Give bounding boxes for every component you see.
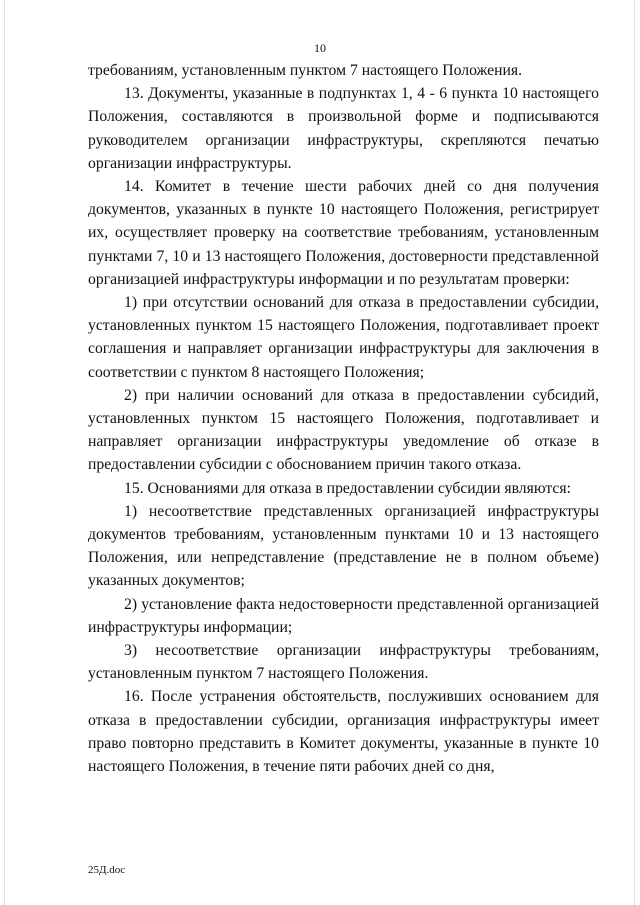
paragraph-14: 14. Комитет в течение шести рабочих дней со дня получения документов, указанных в пункте 10 настоящего Положения, регистрирует их, осуществляет проверку на соответствие требованиям, установленным пунктами 7, 10 и 13 настоящего Положения, достоверности представленной организацией инфраструктуры информации и по результатам проверки: (88, 178, 599, 288)
paragraph-16: 16. После устранения обстоятельств, послуживших основанием для отказа в предоставлении субсидии, организация инфраструктуры имеет право повторно представить в Комитет документы, указанные в пункте 10 настоящего Положения, в течение пяти рабочих дней со дня, (88, 688, 599, 776)
document-body (88, 59, 599, 778)
paragraph-14-item-2: 2) при наличии оснований для отказа в предоставлении субсидий, установленных пунктом 15 настоящего Положения, подготавливает и направляет организации инфраструктуры уведомление об отказе в предоставлении субсидии с обоснованием причин такого отказа. (88, 386, 599, 474)
paragraph-13: 13. Документы, указанные в подпунктах 1, 4 - 6 пункта 10 настоящего Положения, составляются в произвольной форме и подписываются руководителем организации инфраструктуры, скрепляются печатью организации инфраструктуры. (88, 85, 599, 172)
scan-edge-right (634, 0, 635, 905)
paragraph-15: 15. Основаниями для отказа в предоставлении субсидии являются: (124, 479, 571, 497)
file-name-footer: 25Д.doc (88, 864, 126, 876)
page-number: 10 (314, 41, 326, 55)
paragraph-15-item-2: 2) установление факта недостоверности представленной организацией инфраструктуры информации; (88, 595, 599, 636)
paragraph-14-item-1: 1) при отсутствии оснований для отказа в предоставлении субсидии, установленных пунктом 15 настоящего Положения, подготавливает проект соглашения и направляет организации инфраструктуры для заключения в соответствии с пунктом 8 настоящего Положения; (88, 294, 599, 381)
paragraph-15-item-1: 1) несоответствие представленных организацией инфраструктуры документов требованиям, установленным пунктами 10 и 13 настоящего Положения, или непредставление (представление не в полном объеме) указанных документов; (88, 502, 599, 590)
paragraph-continuation: требованиям, установленным пунктом 7 настоящего Положения. (88, 62, 523, 79)
scan-edge-left (4, 0, 5, 905)
paragraph-15-item-3: 3) несоответствие организации инфраструктуры требованиям, установленным пунктом 7 настоящего Положения. (88, 642, 599, 683)
